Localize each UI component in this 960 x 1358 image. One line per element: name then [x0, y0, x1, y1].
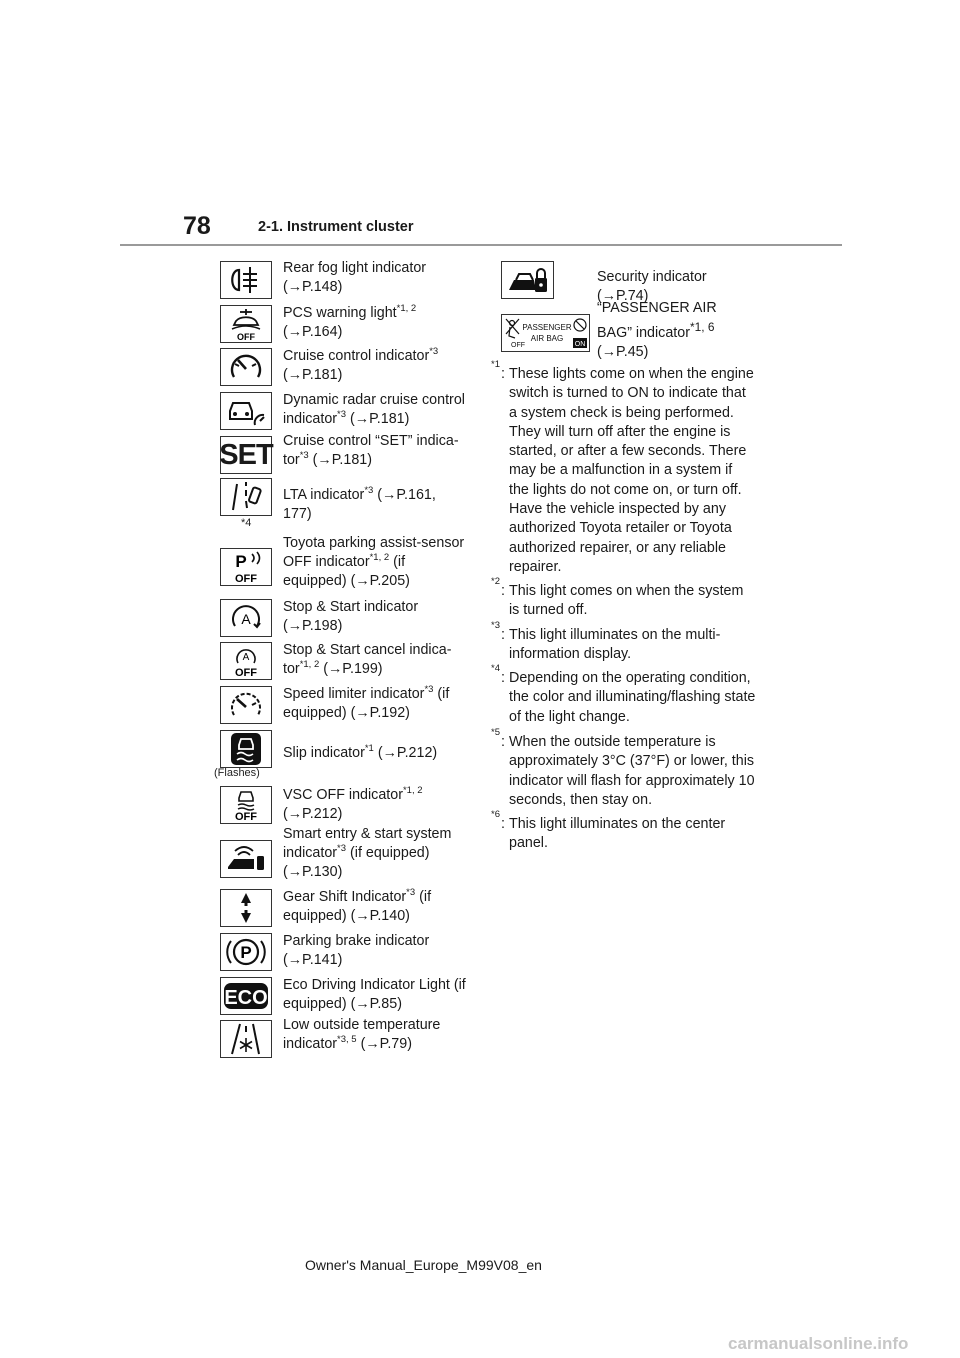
footnote-3: *3 : This light illuminates on the multiinformation display. [491, 620, 721, 663]
indicator-text-set: Cruise control “SET” indica- tor$^{*3}$ (→P.181) [283, 433, 459, 468]
vsc-off-label: OFF [235, 811, 257, 822]
indicator-text-vsc-off: VSC OFF indicator$^{*1, 2}$ (→P.212) [283, 785, 423, 822]
indicator-text-slip: Slip indicator$^{*1}$ (→P.212) [283, 743, 438, 761]
gear-shift-icon [220, 889, 272, 927]
indicator-text-stop-start-cancel: Stop & Start cancel indica- tor$^{*1, 2}$ (→P.199) [283, 642, 452, 677]
footnote-1: *1 : These lights come on when the engine switch is turned to ON to indicate that a system check is being performed. They will turn off after the engine is started, or after a few seconds. There may be a malfunction in a system if the lights do not come on, or turn off. Have the vehicle inspected by any authorized Toyota retailer or Toyota authorized repairer, or any reliable repairer. [491, 359, 754, 575]
speed-limiter-icon [220, 686, 272, 724]
pcs-warning-icon [220, 305, 272, 343]
low-outside-temp-icon [220, 1020, 272, 1058]
cruise-control-icon [220, 348, 272, 386]
parking-brake-icon [220, 933, 272, 971]
airbag-off-label: OFF [510, 342, 525, 349]
lta-icon [220, 478, 272, 516]
footnote-4: *4 : Depending on the operating condition, the color and illuminating/flashing state of the light change. [491, 663, 756, 725]
smart-entry-icon [220, 840, 272, 878]
indicator-text-gear-shift: Gear Shift Indicator$^{*3}$ (if equipped) (→P.140) [283, 887, 432, 924]
footnote-5: *5 : When the outside temperature is approximately 3°C (37°F) or lower, this indicator will flash for approximately 10 seconds, then stay on. [491, 727, 755, 808]
indicator-text-speed-limiter: Speed limiter indicator$^{*3}$ (if equipped) (→P.192) [283, 684, 450, 721]
set-icon: SET [220, 436, 272, 474]
vsc-off-icon [220, 786, 272, 824]
section-title: 2-1. Instrument cluster [258, 219, 414, 235]
indicator-text-security: Security indicator (→P.74) [597, 269, 707, 304]
indicator-text-smart-entry: Smart entry & start system indicator$^{*3}$ (if equipped) (→P.130) [283, 826, 452, 880]
page-number: 78 [183, 212, 211, 240]
indicator-text-dynamic-radar: Dynamic radar cruise control indicator$^{*3}$ (→P.181) [283, 392, 465, 427]
pcs-off-label: OFF [237, 332, 255, 341]
rear-fog-light-icon [220, 261, 272, 299]
slip-note: (Flashes) [214, 767, 260, 779]
airbag-label-line1: PASSENGER [521, 323, 572, 332]
eco-driving-icon [220, 977, 272, 1015]
stop-start-cancel-icon [220, 642, 272, 680]
security-indicator-icon [501, 261, 554, 299]
indicator-text-pcs: PCS warning light$^{*1, 2}$ (→P.164) [283, 303, 417, 340]
footer-manual-name: Owner's Manual_Europe_M99V08_en [305, 1257, 542, 1273]
passenger-airbag-icon [501, 314, 590, 352]
stop-start-cancel-letter: A [242, 652, 250, 663]
footnote-2: *2 : This light comes on when the system is turned off. [491, 576, 744, 619]
watermark: carmanualsonline.info [728, 1334, 909, 1353]
parking-brake-letter: P [240, 943, 252, 962]
airbag-label-line2: AIR BAG [530, 334, 563, 343]
airbag-on-label: ON [574, 341, 585, 348]
slip-indicator-icon [220, 730, 272, 768]
indicator-text-low-temp: Low outside temperature indicator$^{*3, 5}$ (→P.79) [283, 1017, 441, 1052]
parking-assist-sensor-off-icon [220, 548, 272, 586]
stop-start-letter: A [241, 611, 251, 627]
indicator-text-rear-fog: Rear fog light indicator (→P.148) [283, 260, 427, 295]
stop-start-cancel-off-label: OFF [235, 667, 257, 678]
indicator-text-parking-assist: Toyota parking assist-sensor OFF indicator$^{*1, 2}$ (if equipped) (→P.205) [283, 535, 465, 589]
indicator-text-lta: LTA indicator$^{*3}$ (→P.161, 177) [283, 485, 436, 522]
indicator-text-passenger-airbag: “PASSENGER AIR BAG” indicator$^{*1, 6}$ (→P.45) [597, 300, 717, 360]
footnote-6: *6 : This light illuminates on the center panel. [491, 809, 726, 852]
parking-off-label: OFF [235, 573, 257, 584]
stop-start-icon [220, 599, 272, 637]
lta-note: *4 [241, 517, 252, 529]
indicator-text-eco: Eco Driving Indicator Light (if equipped) (→P.85) [283, 977, 466, 1012]
dynamic-radar-cruise-icon [220, 392, 272, 430]
indicator-text-parking-brake: Parking brake indicator (→P.141) [283, 933, 430, 968]
header-rule [120, 244, 842, 246]
indicator-text-cruise: Cruise control indicator$^{*3}$ (→P.181) [283, 346, 439, 383]
svg-text:P: P [235, 552, 247, 571]
eco-label: ECO [224, 987, 268, 1009]
indicator-text-stop-start: Stop & Start indicator (→P.198) [283, 599, 419, 634]
